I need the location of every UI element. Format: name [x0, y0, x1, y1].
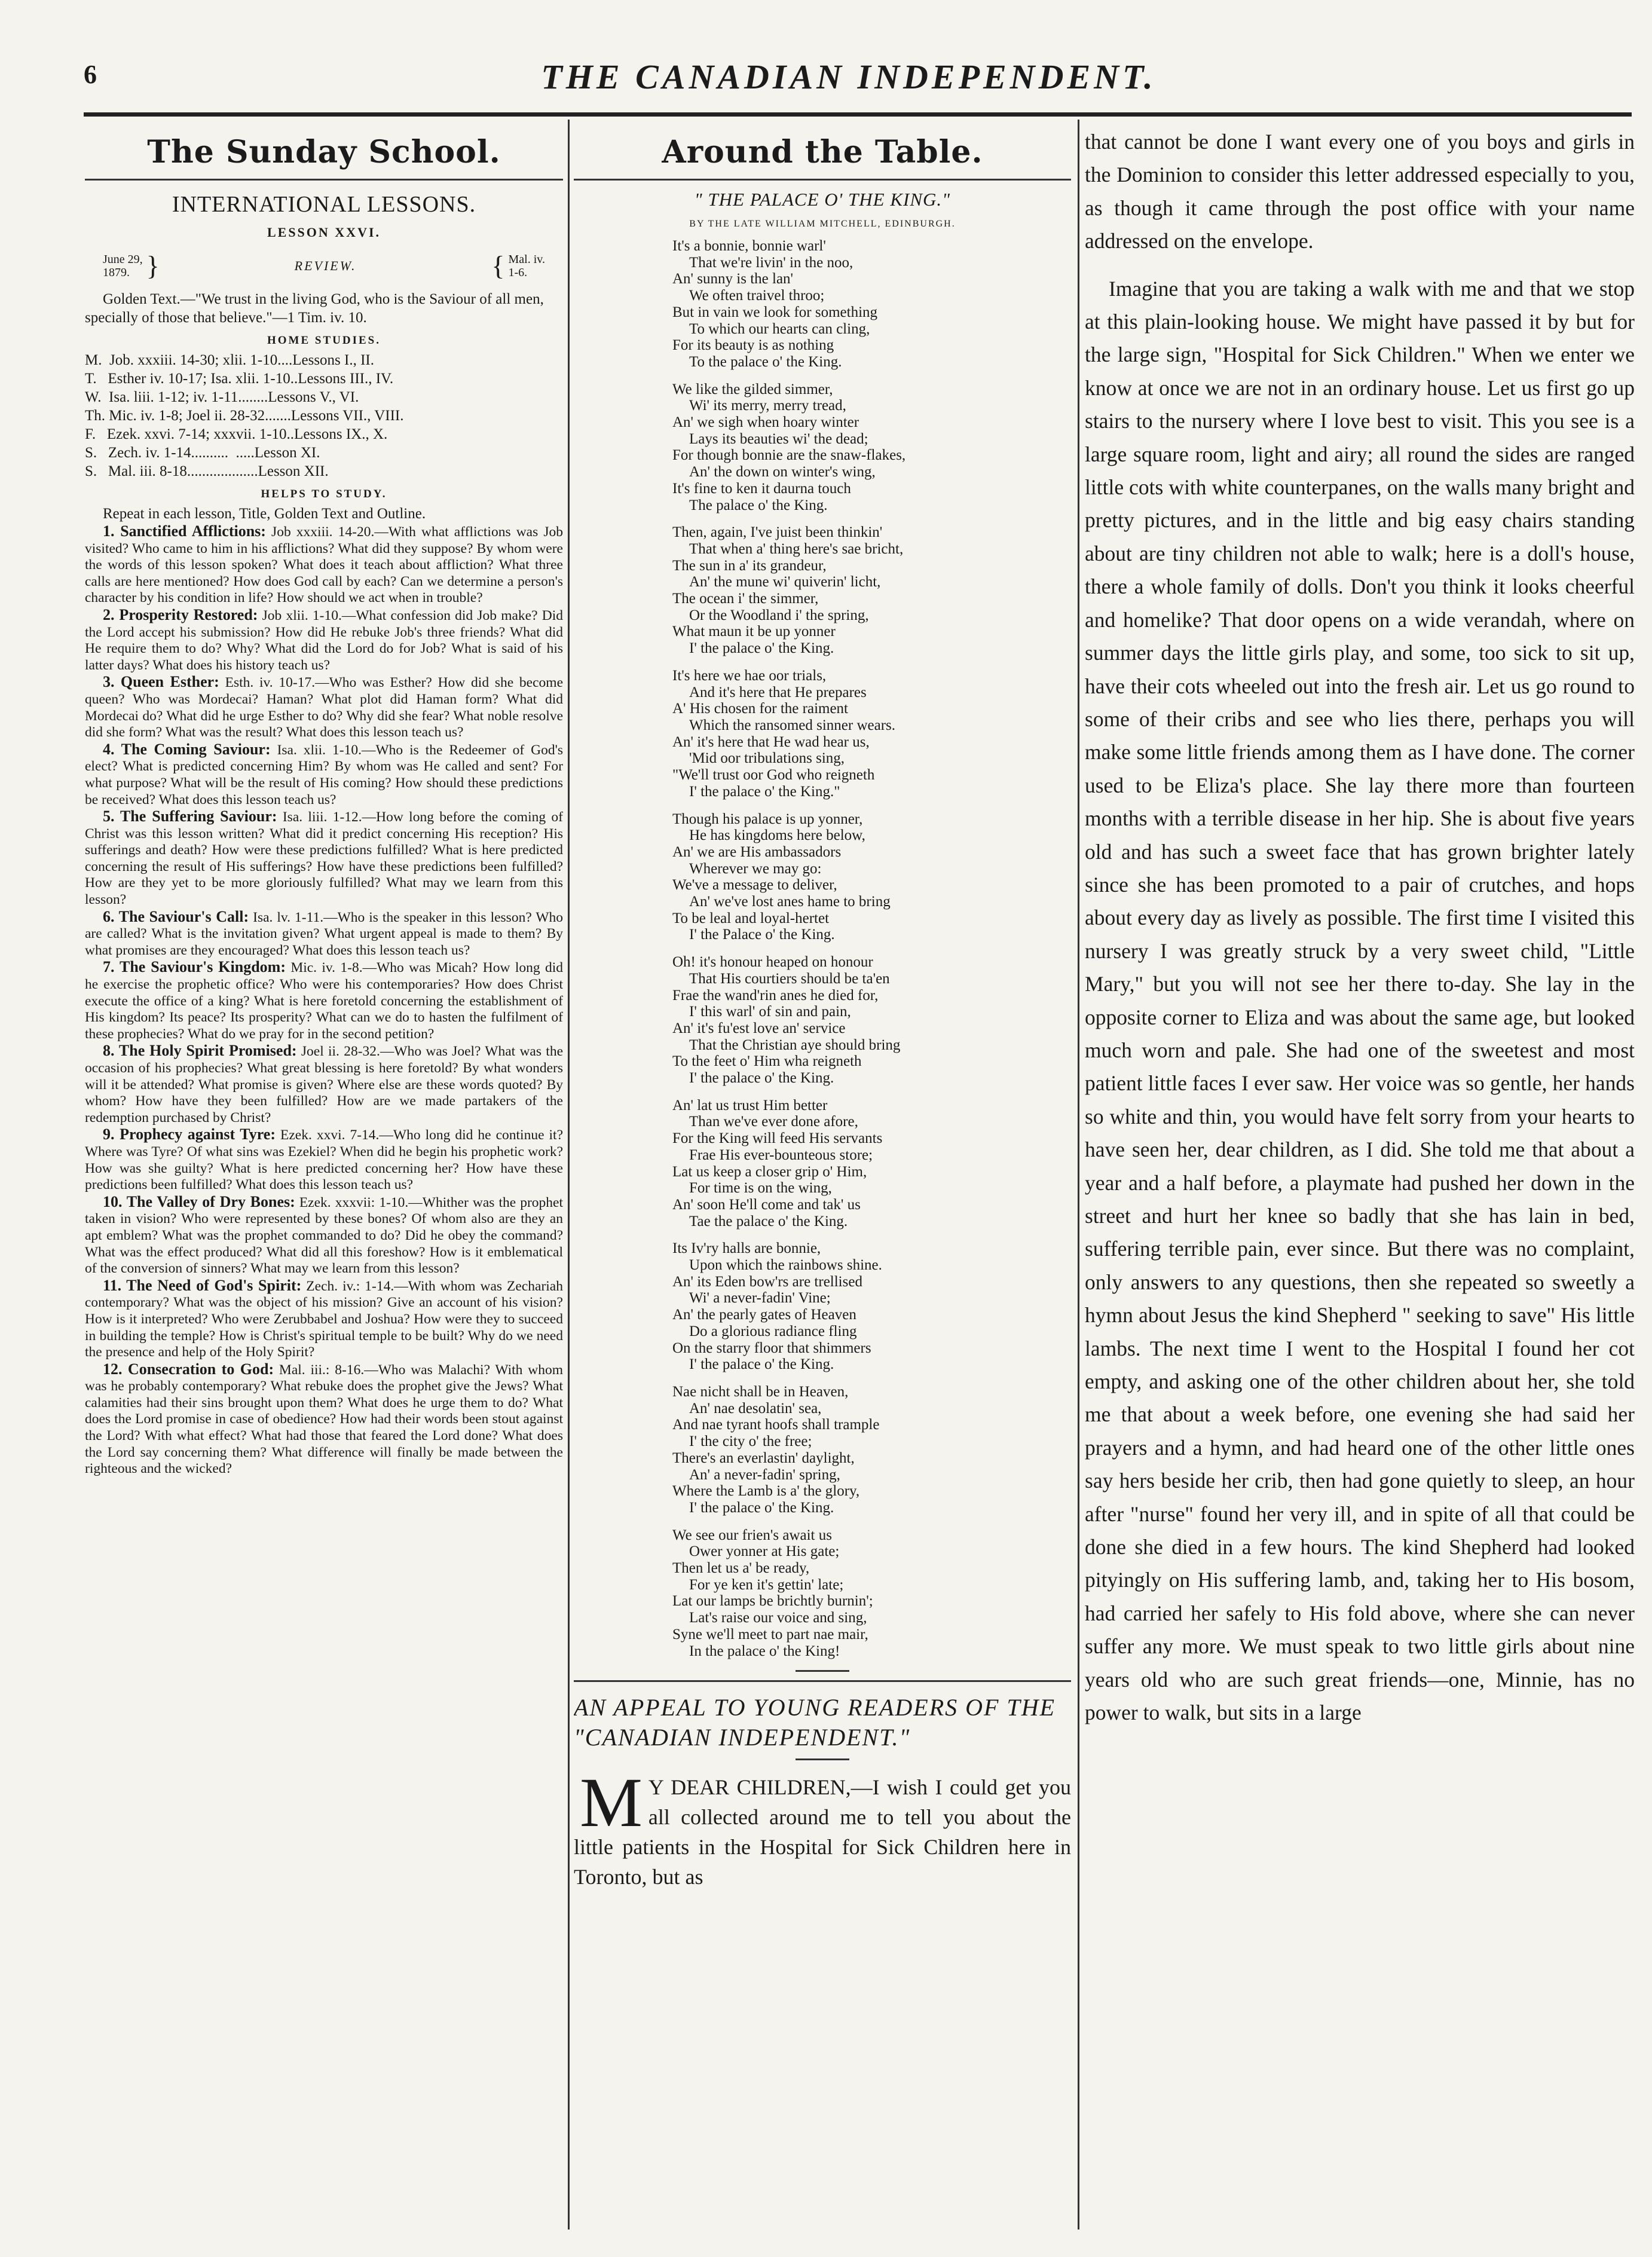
poem-line: An' soon He'll come and tak' us — [672, 1196, 861, 1213]
lesson-questions-text: Ezek. xxxvii: 1-10.—Whither was the prophet taken in vision? Who were represented by these bones? Of whom also are they an apt emblem? What was the prophet commanded to do? Did he obey the command? What was the effect produced? What did all this foreshow? How is it emblematical of the conversion of sinners? What may we learn from this lesson? — [85, 1194, 563, 1277]
poem-line: Upon which the rainbows shine. — [689, 1257, 882, 1274]
lesson-heading: 11. The Need of God's Spirit: — [103, 1276, 302, 1294]
poem-title: " THE PALACE O' THE KING." — [694, 189, 951, 210]
lesson-questions-text: Joel ii. 28-32.—Who was Joel? What was the occasion of his prophecies? What great blessing is here foretold? By what wonders will it be attended? What promise is given? Where else are these words quoted? By whom? How have they been fulfilled? How are we made partakers of the redemption purchased by Christ? — [85, 1044, 563, 1126]
poem-line: Wherever we may go: — [689, 860, 822, 877]
lesson-questions-text: Esth. iv. 10-17.—Who was Esther? How did she become queen? Who was Mordecai? Haman? What plot did Haman form? What did Mordecai do? What did he urge Esther to do? Why did she fear? What noble resolve did she form? What was the result? What does this lesson teach us? — [85, 675, 563, 741]
lesson-question-block — [85, 607, 563, 674]
lesson-questions-text: Isa. liii. 1-12.—How long before the coming of Christ was this lesson written? What did it predict concerning His reception? His sufferings and death? How were these predictions fulfilled? What is here predicted concerning the result of His sufferings? How have these predictions been fulfilled? How are they yet to be more gloriously fulfilled? What may we learn from this lesson? — [85, 809, 563, 908]
poem-line: To which our hearts can cling, — [689, 320, 870, 337]
poem-line: I' the Palace o' the King. — [689, 926, 835, 943]
poem-line: The ocean i' the simmer, — [672, 591, 819, 607]
poem-line: For ye ken it's gettin' late; — [689, 1576, 844, 1593]
lesson-date: June 29, 1879. } — [103, 250, 160, 281]
poem-line: Its Iv'ry halls are bonnie, — [672, 1240, 821, 1257]
lesson-heading: 4. The Coming Saviour: — [103, 740, 271, 758]
appeal-body — [574, 1763, 1071, 1892]
poem-line: Which the ransomed sinner wears. — [689, 717, 896, 733]
poem-line: An' nae desolatin' sea, — [689, 1400, 822, 1417]
divider — [574, 1680, 1071, 1682]
helps-heading: HELPS TO STUDY. — [261, 488, 387, 500]
lesson-questions-text: Mal. iii.: 8-16.—Who was Malachi? With whom was he probably contemporary? What rebuke does the prophet give the Jews? What calamities had their sins brought upon them? What does he urge them to do? What does the Lord promise in case of obedience? How had their words been stout against the Lord? With what effect? What had those that feared the Lord done? What does the Lord say concerning them? What difference will finally be made between the righteous and the wicked? — [85, 1362, 563, 1477]
sunday-school-column — [85, 126, 563, 2230]
lesson-heading: 1. Sanctified Afflictions: — [103, 522, 266, 540]
poem-line: We've a message to deliver, — [672, 877, 837, 894]
home-study-line: T. Esther iv. 10-17; Isa. xlii. 1-10..Lessons III., IV. — [85, 371, 394, 387]
lesson-questions-text: Isa. xlii. 1-10.—Who is the Redeemer of God's elect? What is predicted concerning Him? By whom was He called and sent? For what purpose? What will be the result of His coming? How should these predictions be received? What does this lesson teach us? — [85, 742, 563, 808]
poem-line: An' its Eden bow'rs are trellised — [672, 1273, 862, 1290]
column-divider — [568, 120, 570, 2230]
poem-line: We often traivel throo; — [689, 288, 825, 304]
poem-line: On the starry floor that shimmers — [672, 1339, 871, 1356]
home-study-line: Th. Mic. iv. 1-8; Joel ii. 28-32.......Lessons VII., VIII. — [85, 408, 404, 424]
poem-line: Then, again, I've juist been thinkin' — [672, 524, 883, 541]
poem-line: Syne we'll meet to part nae mair, — [672, 1626, 868, 1643]
poem-line: For its beauty is as nothing — [672, 337, 834, 354]
lesson-question-block — [85, 1277, 563, 1361]
home-study-line: F. Ezek. xxvi. 7-14; xxxvii. 1-10..Lessons IX., X. — [85, 426, 388, 442]
poem-line: An' we are His ambassadors — [672, 843, 842, 860]
poem-line: Lat our lamps be brichtly burnin'; — [672, 1593, 873, 1610]
poem-line: Nae nicht shall be in Heaven, — [672, 1384, 849, 1400]
lesson-questions-text: Ezek. xxvi. 7-14.—Who long did he continue it? Where was Tyre? Of what sins was Ezekiel? When did he begin his prophetic work? How was she guilty? What is here predicted concerning her? How have these predictions been fulfilled? What does this lesson teach us? — [85, 1127, 563, 1193]
poem-line: Do a glorious radiance fling — [689, 1323, 857, 1339]
poem-line: It's here we hae oor trials, — [672, 667, 827, 684]
poem-line: Where the Lamb is a' the glory, — [672, 1483, 860, 1500]
lesson-heading: 5. The Suffering Saviour: — [103, 808, 277, 825]
poem-line: Though his palace is up yonner, — [672, 811, 863, 827]
lesson-heading: 10. The Valley of Dry Bones: — [103, 1192, 295, 1210]
poem-line: Wi' its merry, merry tread, — [689, 397, 846, 414]
poem-stanza — [672, 381, 1071, 514]
poem-line: In the palace o' the King! — [689, 1643, 840, 1659]
home-studies-heading: HOME STUDIES. — [267, 334, 381, 347]
lesson-heading: 12. Consecration to God: — [103, 1360, 274, 1378]
paragraph: Imagine that you are taking a walk with me and that we stop at this plain-looking house. We might have passed it by but for the large sign, "Hospital for Sick Children." When we enter we know at once we are not in an ordinary house. Let us first go up stairs to the nursery where I love best to visit. This you see is a large square room, light and airy; all round the sides are ranged little cots with white counterpanes, on the walls many bright and pretty pictures, and in the little and big easy chairs standing about are tiny children not able to walk; here is a doll's house, there a whole family of dolls. Don't you think it looks cheerful and homelike? That door opens on a wide verandah, where on summer days the little girls play, and some, too sick to sit up, have their cots wheeled out into the fresh air. Let us go round to some of their cribs and see who lies there, perhaps you will make some little friends among them as I have done. The corner used to be Eliza's place. She lay there more than fourteen months with a terrible disease in her hip. She is about five years old and has such a sweet face that has grown brighter lately since she has been promoted to a pair of crutches, and hops about every day as lively as possible. The first time I visited this nursery I was greatly struck by a very sweet child, "Little Mary," but you will not see her there to-day. She lay in the opposite corner to Eliza and was about the same age, but looked much worn and pale. She had one of the sweetest and most patient little faces I ever saw. Her voice was so gentle, her hands so white and thin, you would have felt sorry from your hearts to have seen her, dear children, as I did. She told me that about a year and a half before, a playmate had pushed her down in the street and hurt her knee so badly that she has lain in bed, suffering terrible pain, ever since. But there was no complaint, only answers to any questions, then she repeated so sweetly a hymn about Jesus the kind Shepherd " seeking to save" His little lambs. The next time I went to the Hospital I found her cot empty, and asking one of the other children about her, she told me that about a week before, one evening she had said her prayers and a hymn, and had heard one of the other little ones say hers beside her crib, then had gone quietly to sleep, an hour after "nurse" found her very ill, and in spite of all that could be done she died in a few hours. The kind Shepherd had looked pityingly on His suffering lamb, and, taking her to His bosom, had carried her safely to His fold above, where she can never suffer any more. We must speak to two little girls about nine years old who are such great friends—one, Minnie, has no power to walk, but sits in a large — [1085, 276, 1635, 1725]
poem-line: Lays its beauties wi' the dead; — [689, 430, 868, 447]
poem-author: BY THE LATE WILLIAM MITCHELL, EDINBURGH. — [689, 219, 956, 229]
poem-line: We like the gilded simmer, — [672, 381, 833, 397]
drop-cap: M — [580, 1763, 643, 1842]
poem-stanza — [672, 524, 1071, 657]
home-study-line: S. Mal. iii. 8-18...................Lesson XII. — [85, 463, 329, 479]
lesson-heading: 7. The Saviour's Kingdom: — [103, 958, 286, 976]
poem-stanza — [672, 811, 1071, 944]
poem-line: An' lat us trust Him better — [672, 1097, 828, 1114]
poem-line: To be leal and loyal-hertet — [672, 910, 830, 926]
lesson-heading: 6. The Saviour's Call: — [103, 907, 249, 925]
poem-line: I' the palace o' the King. — [689, 640, 834, 657]
poem-line: It's fine to ken it daurna touch — [672, 480, 851, 497]
poem-line: To the palace o' the King. — [689, 353, 842, 370]
lesson-question-block — [85, 909, 563, 959]
masthead — [84, 57, 1614, 105]
lesson-heading: 9. Prophecy against Tyre: — [103, 1126, 276, 1143]
lesson-title: REVIEW. — [294, 258, 357, 273]
poem-line: He has kingdoms here below, — [689, 827, 865, 844]
poem-line: 'Mid oor tribulations sing, — [689, 750, 845, 767]
poem-line: Oh! it's honour heaped on honour — [672, 954, 873, 971]
helps-intro: Repeat in each lesson, Title, Golden Text and Outline. — [103, 506, 426, 522]
poem-line: An' the pearly gates of Heaven — [672, 1307, 856, 1323]
lesson-question-block — [85, 674, 563, 741]
masthead-rule — [84, 112, 1632, 117]
divider — [796, 1670, 849, 1672]
poem-line: Lat's raise our voice and sing, — [689, 1610, 867, 1626]
ref-line: Mal. iv. — [508, 252, 545, 266]
divider — [574, 179, 1071, 181]
poem-line: It's a bonnie, bonnie warl' — [672, 238, 826, 254]
poem-line: Lat us keep a closer grip o' Him, — [672, 1163, 867, 1180]
poem-line: That the Christian aye should bring — [689, 1036, 901, 1053]
lesson-heading: 3. Queen Esther: — [103, 673, 219, 691]
column-divider — [1078, 120, 1079, 2230]
lesson-questions-text: Zech. iv.: 1-14.—With whom was Zechariah contemporary? What was the object of his mission? Give an account of his vision? How is it interpreted? Who were Zerubbabel and Joshua? How were they to succeed in building the temple? How is Christ's spiritual temple to be built? Why do we need the presence and help of the Holy Spirit? — [85, 1278, 563, 1360]
appeal-title: AN APPEAL TO YOUNG READERS OF THE "CANADIAN INDEPENDENT." — [574, 1694, 1056, 1751]
lesson-meta — [85, 250, 563, 282]
lesson-heading: 2. Prosperity Restored: — [103, 605, 258, 623]
lesson-question-block — [85, 1042, 563, 1126]
poem-stanza — [672, 1384, 1071, 1516]
date-line: 1879. — [103, 265, 130, 279]
poem-line: For though bonnie are the snaw-flakes, — [672, 447, 906, 464]
lesson-question-block — [85, 1194, 563, 1277]
lesson-question-block — [85, 959, 563, 1042]
poem — [574, 238, 1071, 1659]
poem-line: That we're livin' in the noo, — [689, 254, 853, 271]
newspaper-title: THE CANADIAN INDEPENDENT. — [541, 57, 1157, 96]
lesson-questions-text: Mic. iv. 1-8.—Who was Micah? How long did he exercise the prophetic office? Who were his contemporaries? How does Christ execute the office of a king? What is here foretold concerning the establishment of His kingdom? Its peace? Its prosperity? What can we do to hasten the fulfilment of these prophecies? What do we pray for in the second petition? — [85, 960, 563, 1042]
poem-line: That His courtiers should be ta'en — [689, 970, 890, 987]
lesson-questions-text: Job xxxiii. 14-20.—With what afflictions was Job visited? Who came to him in his afflictions? What did they suppose? By whom were the words of this lesson spoken? What does it teach about affliction? What three calls are here mentioned? How does God call by each? Can we determine a person's character by his condition in life? How should we act when in trouble? — [85, 524, 563, 606]
poem-line: I' the palace o' the King. — [689, 1499, 834, 1516]
poem-line: But in vain we look for something — [672, 304, 878, 320]
lesson-question-block — [85, 808, 563, 909]
poem-stanza — [672, 668, 1071, 800]
poem-line: I' the palace o' the King. — [689, 1070, 834, 1087]
lesson-question-block — [85, 523, 563, 607]
poem-line: For the King will feed His servants — [672, 1130, 883, 1147]
poem-line: I' the palace o' the King." — [689, 783, 840, 800]
appeal-text: Y DEAR CHILDREN,—I wish I could get you all collected around me to tell you about the little patients in the Hospital for Sick Children here in Toronto, but as — [574, 1775, 1071, 1889]
appeal-continued-column — [1085, 126, 1635, 2230]
poem-line: Than we've ever done afore, — [689, 1114, 858, 1130]
poem-line: An' the down on winter's wing, — [689, 464, 876, 481]
poem-line: And nae tyrant hoofs shall trample — [672, 1417, 880, 1433]
poem-line: I' this warl' of sin and pain, — [689, 1004, 851, 1020]
poem-line: What maun it be up yonner — [672, 623, 836, 640]
ref-line: 1-6. — [508, 265, 528, 279]
paragraph: that cannot be done I want every one of you boys and girls in the Dominion to consider this letter addressed especially to you, as though it came through the post office with your name addressed on the envelope. — [1085, 130, 1635, 253]
poem-line: An' sunny is the lan' — [672, 271, 794, 288]
lesson-question-block — [85, 1126, 563, 1193]
poem-line: An' it's here that He wad hear us, — [672, 733, 870, 750]
poem-line: Wi' a never-fadin' Vine; — [689, 1290, 831, 1307]
lesson-question-block — [85, 741, 563, 808]
poem-line: To the feet o' Him wha reigneth — [672, 1053, 862, 1070]
poem-line: An' a never-fadin' spring, — [689, 1466, 840, 1483]
poem-line: Frae the wand'rin anes he died for, — [672, 987, 879, 1004]
poem-line: That when a' thing here's sae bricht, — [689, 540, 904, 557]
poem-line: "We'll trust oor God who reigneth — [672, 767, 875, 784]
lesson-ref: { Mal. iv. 1-6. — [491, 250, 545, 281]
date-line: June 29, — [103, 252, 143, 266]
poem-line: The palace o' the King. — [689, 497, 828, 513]
lesson-questions-text: Job xlii. 1-10.—What confession did Job make? Did the Lord accept his submission? How did He rebuke Job's three friends? What did He require them to do? Why? What did the Lord do for Job? What is said of his latter days? What does his history teach us? — [85, 607, 563, 673]
poem-line: An' the mune wi' quiverin' licht, — [689, 574, 881, 591]
page-number: 6 — [84, 60, 97, 89]
poem-line: Then let us a' be ready, — [672, 1560, 810, 1577]
poem-line: Frae His ever-bounteous store; — [689, 1146, 873, 1163]
poem-line: The sun in a' its grandeur, — [672, 557, 827, 574]
divider — [85, 179, 563, 181]
lesson-number: LESSON XXVI. — [267, 225, 381, 240]
home-study-line: W. Isa. liii. 1-12; iv. 1-11........Lessons V., VI. — [85, 389, 359, 405]
lesson-question-block — [85, 1361, 563, 1478]
poem-stanza — [672, 1097, 1071, 1230]
poem-stanza — [672, 954, 1071, 1087]
lesson-questions — [85, 523, 563, 1478]
poem-line: A' His chosen for the raiment — [672, 701, 849, 717]
poem-line: I' the palace o' the King. — [689, 1356, 834, 1373]
section-subtitle: INTERNATIONAL LESSONS. — [172, 192, 476, 217]
poem-line: There's an everlastin' daylight, — [672, 1449, 855, 1466]
poem-line: An' it's fu'est love an' service — [672, 1020, 846, 1036]
lesson-questions-text: Isa. lv. 1-11.—Who is the speaker in this lesson? Who are called? What is the invitation given? What urgent appeal is made to them? By what promises are they encouraged? What does this lesson teach us? — [85, 909, 563, 958]
section-title: Around the Table. — [662, 134, 983, 170]
section-title: The Sunday School. — [147, 134, 501, 170]
around-table-column — [574, 126, 1071, 2230]
poem-line: And it's here that He prepares — [689, 684, 867, 701]
golden-text: Golden Text.—"We trust in the living God, who is the Saviour of all men, specially of those that believe."—1 Tim. iv. 10. — [85, 291, 544, 326]
poem-stanza — [672, 1240, 1071, 1373]
poem-stanza — [672, 238, 1071, 371]
poem-line: Tae the palace o' the King. — [689, 1213, 848, 1230]
poem-line: I' the city o' the free; — [689, 1433, 812, 1450]
poem-line: Ower yonner at His gate; — [689, 1543, 840, 1560]
poem-line: For time is on the wing, — [689, 1180, 832, 1197]
poem-line: An' we've lost anes hame to bring — [689, 894, 891, 910]
home-study-line: S. Zech. iv. 1-14.......... .....Lesson XI. — [85, 445, 320, 461]
home-study-line: M. Job. xxxiii. 14-30; xlii. 1-10....Lessons I., II. — [85, 352, 375, 368]
divider — [796, 1758, 849, 1760]
home-studies-list — [85, 351, 563, 481]
poem-line: Or the Woodland i' the spring, — [689, 607, 869, 623]
poem-stanza — [672, 1527, 1071, 1660]
poem-line: We see our frien's await us — [672, 1527, 832, 1543]
poem-line: An' we sigh when hoary winter — [672, 414, 859, 431]
lesson-heading: 8. The Holy Spirit Promised: — [103, 1042, 297, 1060]
